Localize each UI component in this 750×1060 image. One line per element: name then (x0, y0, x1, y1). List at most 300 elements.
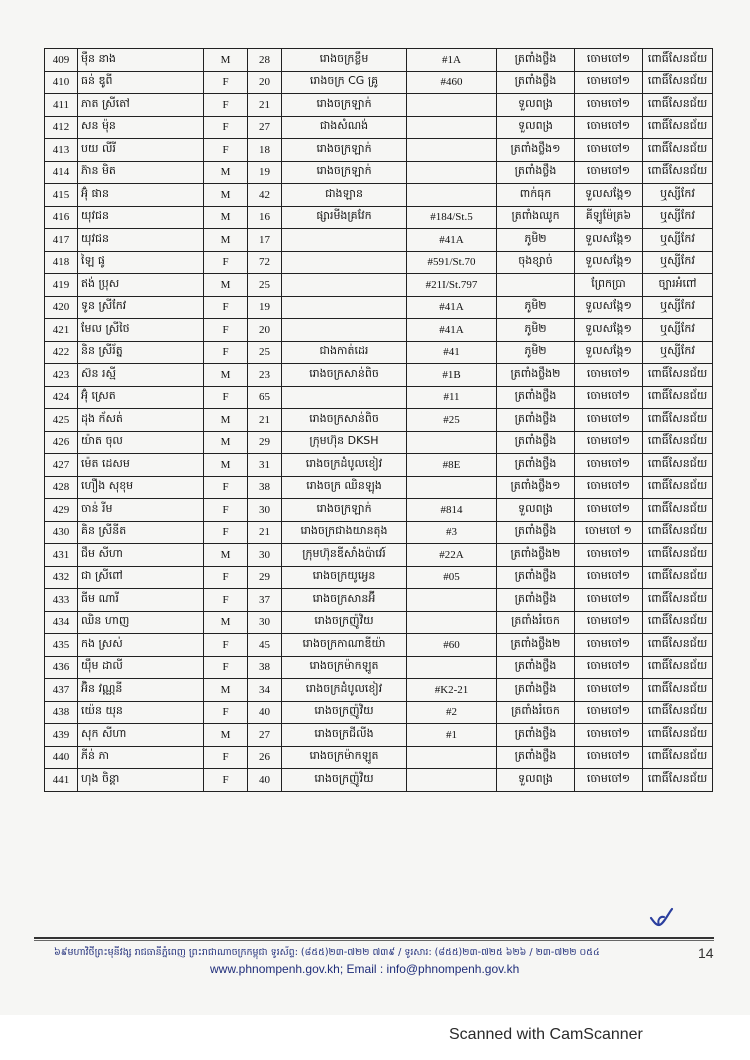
cell-house-number: #1 (407, 724, 497, 747)
cell-workplace: រោងចក្រសានអ៊ី (282, 589, 407, 612)
cell-sex: F (204, 296, 248, 319)
cell-house-number: #8E (407, 454, 497, 477)
table-row (45, 184, 713, 207)
cell-person-name: គិន ស្រីនីត (78, 521, 204, 544)
cell-village: ទួលពង្រ (497, 769, 575, 792)
cell-age: 40 (248, 769, 282, 792)
cell-sangkat: ចោមចៅ១ (575, 746, 643, 769)
cell-village: ភូមិ២ (497, 229, 575, 252)
cell-sex: F (204, 521, 248, 544)
cell-khan: ពោធិ៍សែនជ័យ (643, 521, 713, 544)
cell-row-number: 417 (45, 229, 78, 252)
cell-house-number: #41A (407, 296, 497, 319)
footer-divider-thin (34, 940, 714, 941)
cell-khan: ឬស្សីកែវ (643, 341, 713, 364)
cell-sangkat: ចោមចៅ១ (575, 611, 643, 634)
cell-village: ត្រពាំងថ្លឹង១ (497, 476, 575, 499)
cell-village: ត្រពាំងថ្លឹង២ (497, 364, 575, 387)
table-row (45, 769, 713, 792)
cell-village: ត្រពាំងថ្លឹង (497, 746, 575, 769)
cell-age: 40 (248, 701, 282, 724)
table-row (45, 746, 713, 769)
cell-age: 45 (248, 634, 282, 657)
cell-row-number: 411 (45, 94, 78, 117)
cell-village: ត្រពាំងឈូក (497, 206, 575, 229)
cell-age: 65 (248, 386, 282, 409)
cell-workplace: រោងចក្រញ៉ូវិយ (282, 769, 407, 792)
cell-village: ត្រពាំងថ្លឹង (497, 161, 575, 184)
cell-sangkat: ចោមចៅ១ (575, 476, 643, 499)
cell-age: 20 (248, 319, 282, 342)
cell-row-number: 425 (45, 409, 78, 432)
table-row (45, 116, 713, 139)
cell-sex: M (204, 206, 248, 229)
cell-age: 27 (248, 116, 282, 139)
cell-age: 26 (248, 746, 282, 769)
cell-sex: F (204, 769, 248, 792)
cell-workplace: រោងចក្រដំបូលខៀវ (282, 454, 407, 477)
cell-row-number: 419 (45, 274, 78, 297)
cell-khan: ពោធិ៍សែនជ័យ (643, 566, 713, 589)
cell-row-number: 435 (45, 634, 78, 657)
cell-village: ភូមិ២ (497, 319, 575, 342)
cell-workplace (282, 386, 407, 409)
cell-row-number: 420 (45, 296, 78, 319)
cell-sangkat: ចោមចៅ១ (575, 364, 643, 387)
cell-sangkat: ចោមចៅ១ (575, 656, 643, 679)
cell-khan: ពោធិ៍សែនជ័យ (643, 386, 713, 409)
cell-khan: ពោធិ៍សែនជ័យ (643, 701, 713, 724)
cell-sangkat: ចោមចៅ១ (575, 139, 643, 162)
cell-person-name: ជឹម សីហា (78, 544, 204, 567)
cell-row-number: 431 (45, 544, 78, 567)
cell-sangkat: ចោមចៅ១ (575, 386, 643, 409)
cell-khan: ពោធិ៍សែនជ័យ (643, 589, 713, 612)
cell-person-name: ធីម ណារី (78, 589, 204, 612)
cell-age: 27 (248, 724, 282, 747)
cell-row-number: 421 (45, 319, 78, 342)
cell-person-name: យ៉េន យុន (78, 701, 204, 724)
cell-sex: M (204, 49, 248, 72)
cell-sex: F (204, 746, 248, 769)
cell-sangkat: ចោមចៅ១ (575, 454, 643, 477)
cell-village: ភូមិ២ (497, 341, 575, 364)
cell-khan: ពោធិ៍សែនជ័យ (643, 611, 713, 634)
cell-sex: F (204, 656, 248, 679)
cell-sex: M (204, 229, 248, 252)
cell-village: ត្រពាំងថ្លឹង (497, 409, 575, 432)
cell-age: 38 (248, 656, 282, 679)
cell-house-number: #184/St.5 (407, 206, 497, 229)
cell-sex: M (204, 454, 248, 477)
cell-sangkat: ចោមចៅ១ (575, 499, 643, 522)
cell-khan: ឬស្សីកែវ (643, 319, 713, 342)
cell-sex: F (204, 634, 248, 657)
cell-village: ត្រពាំងរំចេក (497, 611, 575, 634)
cell-khan: ពោធិ៍សែនជ័យ (643, 94, 713, 117)
cell-row-number: 439 (45, 724, 78, 747)
cell-sex: F (204, 139, 248, 162)
cell-khan: ឬស្សីកែវ (643, 229, 713, 252)
cell-sex: M (204, 161, 248, 184)
cell-person-name: ម៉ឺន នាង (78, 49, 204, 72)
footer-website-email: www.phnompenh.gov.kh; Email : info@phnompenh.gov.kh (210, 962, 520, 976)
cell-house-number: #K2-21 (407, 679, 497, 702)
cell-house-number: #41A (407, 319, 497, 342)
footer-divider (34, 937, 714, 939)
cell-age: 23 (248, 364, 282, 387)
cell-house-number (407, 139, 497, 162)
cell-sex: F (204, 566, 248, 589)
cell-khan: ពោធិ៍សែនជ័យ (643, 746, 713, 769)
cell-village: ត្រពាំងថ្លឹង១ (497, 139, 575, 162)
cell-age: 29 (248, 431, 282, 454)
cell-house-number (407, 656, 497, 679)
cell-khan: ពោធិ៍សែនជ័យ (643, 499, 713, 522)
cell-person-name: ស៊ន រស្មី (78, 364, 204, 387)
cell-person-name: បយ លីរី (78, 139, 204, 162)
cell-house-number: #60 (407, 634, 497, 657)
cell-person-name: សន ម៉ុន (78, 116, 204, 139)
cell-house-number: #11 (407, 386, 497, 409)
cell-age: 30 (248, 611, 282, 634)
table-row (45, 161, 713, 184)
cell-workplace (282, 251, 407, 274)
cell-khan: ឬស្សីកែវ (643, 206, 713, 229)
cell-workplace: ជាងឡាន (282, 184, 407, 207)
cell-row-number: 438 (45, 701, 78, 724)
cell-row-number: 427 (45, 454, 78, 477)
cell-row-number: 413 (45, 139, 78, 162)
cell-khan: ឬស្សីកែវ (643, 184, 713, 207)
cell-age: 30 (248, 544, 282, 567)
cell-person-name: ចាន់ រីម (78, 499, 204, 522)
cell-house-number (407, 589, 497, 612)
cell-person-name: យុវជន (78, 206, 204, 229)
cell-sex: F (204, 94, 248, 117)
table-row (45, 49, 713, 72)
cell-age: 21 (248, 94, 282, 117)
cell-village: ត្រពាំងថ្លឹង (497, 724, 575, 747)
cell-person-name: កង ស្រស់ (78, 634, 204, 657)
cell-village: ត្រពាំងថ្លឹង២ (497, 634, 575, 657)
cell-khan: ពោធិ៍សែនជ័យ (643, 476, 713, 499)
table-row (45, 701, 713, 724)
cell-sangkat: ចោមចៅ១ (575, 49, 643, 72)
cell-person-name: ហុង ចិន្តា (78, 769, 204, 792)
cell-house-number: #25 (407, 409, 497, 432)
cell-sangkat: គីឡូម៉ែត្រ៦ (575, 206, 643, 229)
cell-row-number: 441 (45, 769, 78, 792)
cell-house-number (407, 746, 497, 769)
cell-sangkat: ទួលសង្កែ១ (575, 341, 643, 364)
cell-sex: F (204, 589, 248, 612)
cell-row-number: 432 (45, 566, 78, 589)
cell-row-number: 412 (45, 116, 78, 139)
cell-village: ត្រពាំងថ្លឹង (497, 566, 575, 589)
cell-sangkat: ទួលសង្កែ១ (575, 184, 643, 207)
cell-workplace: រោងចក្រកាណាឌីយ៉ា (282, 634, 407, 657)
cell-house-number: #41A (407, 229, 497, 252)
cell-workplace: រោងចក្រម៉ាកឡូត (282, 746, 407, 769)
cell-khan: ពោធិ៍សែនជ័យ (643, 679, 713, 702)
cell-workplace: រោងចក្រសាន់ពិច (282, 409, 407, 432)
cell-workplace: រោងចក្រញ៉ូវិយ (282, 701, 407, 724)
cell-khan: ពោធិ៍សែនជ័យ (643, 161, 713, 184)
cell-person-name: ភ៊ាន មិត (78, 161, 204, 184)
cell-khan: ពោធិ៍សែនជ័យ (643, 656, 713, 679)
cell-sangkat: ព្រែកប្រា (575, 274, 643, 297)
cell-row-number: 440 (45, 746, 78, 769)
cell-age: 42 (248, 184, 282, 207)
cell-sangkat: ចោមចៅ១ (575, 701, 643, 724)
cell-house-number: #591/St.70 (407, 251, 497, 274)
cell-workplace (282, 319, 407, 342)
footer-address: ៦៩មហាវិថីព្រះមុនីវង្ស រាជធានីភ្នំពេញ ព្រះរាជាណាចក្រកម្ពុជា ទូរស័ព្ទ: (៨៥៥)២៣-៧២២ ៧៣៩ / ទូរសារ: (៨៥៥)២៣-៧២៥ ៦២៦ / ២៣-៧២២ ០៥៤ (54, 947, 600, 958)
cell-khan: ពោធិ៍សែនជ័យ (643, 724, 713, 747)
table-row (45, 206, 713, 229)
cell-person-name: ហឿង សុខុម (78, 476, 204, 499)
cell-sangkat: ចោមចៅ១ (575, 544, 643, 567)
cell-village: ចុងខ្សាច់ (497, 251, 575, 274)
table-row (45, 521, 713, 544)
cell-house-number: #814 (407, 499, 497, 522)
cell-khan: ពោធិ៍សែនជ័យ (643, 769, 713, 792)
cell-workplace (282, 296, 407, 319)
cell-village: ត្រពាំងថ្លឹង (497, 49, 575, 72)
cell-sex: M (204, 544, 248, 567)
cell-age: 28 (248, 49, 282, 72)
cell-age: 16 (248, 206, 282, 229)
cell-village: ត្រពាំងថ្លឹង២ (497, 544, 575, 567)
cell-age: 30 (248, 499, 282, 522)
cell-workplace (282, 274, 407, 297)
cell-khan: ច្បារអំពៅ (643, 274, 713, 297)
cell-workplace: រោងចក្រជីលីង (282, 724, 407, 747)
cell-age: 72 (248, 251, 282, 274)
table-row (45, 139, 713, 162)
cell-row-number: 418 (45, 251, 78, 274)
cell-sex: M (204, 724, 248, 747)
cell-khan: ឬស្សីកែវ (643, 251, 713, 274)
cell-house-number: #1A (407, 49, 497, 72)
cell-sex: F (204, 319, 248, 342)
table-row (45, 386, 713, 409)
cell-person-name: និន ស្រីរ័ត្ន (78, 341, 204, 364)
cell-village: ពាក់ធុក (497, 184, 575, 207)
cell-person-name: ទូន ស្រីកែវ (78, 296, 204, 319)
cell-sangkat: ចោមចៅ១ (575, 769, 643, 792)
cell-age: 18 (248, 139, 282, 162)
cell-khan: ពោធិ៍សែនជ័យ (643, 49, 713, 72)
table-row (45, 679, 713, 702)
cell-age: 21 (248, 409, 282, 432)
cell-person-name: ឥង់ ប្រុស (78, 274, 204, 297)
cell-village: ត្រពាំងថ្លឹង (497, 521, 575, 544)
cell-workplace: រោងចក្រម៉ាកឡូត (282, 656, 407, 679)
cell-village: ត្រពាំងថ្លឹង (497, 589, 575, 612)
cell-sex: F (204, 476, 248, 499)
cell-khan: ឬស្សីកែវ (643, 296, 713, 319)
cell-khan: ពោធិ៍សែនជ័យ (643, 139, 713, 162)
cell-age: 20 (248, 71, 282, 94)
cell-row-number: 410 (45, 71, 78, 94)
cell-person-name: ជា ស្រីពៅ (78, 566, 204, 589)
table-row (45, 251, 713, 274)
cell-workplace (282, 229, 407, 252)
cell-village: ទួលពង្រ (497, 94, 575, 117)
page-number: 14 (698, 945, 714, 961)
cell-age: 25 (248, 274, 282, 297)
cell-house-number (407, 161, 497, 184)
cell-age: 37 (248, 589, 282, 612)
cell-khan: ពោធិ៍សែនជ័យ (643, 71, 713, 94)
table-row (45, 71, 713, 94)
cell-row-number: 422 (45, 341, 78, 364)
cell-age: 19 (248, 161, 282, 184)
cell-sangkat: ចោមចៅ១ (575, 161, 643, 184)
cell-age: 34 (248, 679, 282, 702)
cell-house-number: #460 (407, 71, 497, 94)
cell-row-number: 415 (45, 184, 78, 207)
table-row (45, 431, 713, 454)
cell-house-number (407, 431, 497, 454)
table-row (45, 454, 713, 477)
cell-sex: F (204, 71, 248, 94)
cell-house-number (407, 94, 497, 117)
cell-sex: F (204, 116, 248, 139)
cell-row-number: 426 (45, 431, 78, 454)
cell-sangkat: ទួលសង្កែ១ (575, 319, 643, 342)
cell-person-name: យុវជន (78, 229, 204, 252)
cell-sangkat: ចោមចៅ១ (575, 589, 643, 612)
cell-age: 19 (248, 296, 282, 319)
cell-sex: M (204, 409, 248, 432)
cell-sex: F (204, 341, 248, 364)
cell-person-name: អ៊ិន វណ្ណនី (78, 679, 204, 702)
cell-village: ទួលពង្រ (497, 499, 575, 522)
cell-khan: ពោធិ៍សែនជ័យ (643, 454, 713, 477)
cell-sex: M (204, 611, 248, 634)
cell-khan: ពោធិ៍សែនជ័យ (643, 364, 713, 387)
cell-workplace: ជាងកាត់ដេរ (282, 341, 407, 364)
cell-row-number: 416 (45, 206, 78, 229)
table-row (45, 656, 713, 679)
cell-khan: ពោធិ៍សែនជ័យ (643, 409, 713, 432)
roster-body (45, 49, 713, 792)
cell-house-number: #22A (407, 544, 497, 567)
cell-khan: ពោធិ៍សែនជ័យ (643, 544, 713, 567)
cell-sangkat: ទួលសង្កែ១ (575, 251, 643, 274)
cell-age: 17 (248, 229, 282, 252)
cell-row-number: 437 (45, 679, 78, 702)
cell-workplace: រោងចក្រ ឈិនឡុង (282, 476, 407, 499)
table-row (45, 229, 713, 252)
cell-house-number (407, 116, 497, 139)
cell-workplace: ក្រុមហ៊ុន DKSH (282, 431, 407, 454)
cell-person-name: ម៉េត ដេសម (78, 454, 204, 477)
cell-person-name: អ៊ុំ ផាន (78, 184, 204, 207)
cell-village: ភូមិ២ (497, 296, 575, 319)
cell-sangkat: ចោមចៅ១ (575, 566, 643, 589)
cell-workplace: ក្រុមហ៊ុនឌីសាំងប៉ាវេរ៍ (282, 544, 407, 567)
cell-person-name: ធន់ ឌូពី (78, 71, 204, 94)
table-row (45, 544, 713, 567)
cell-village: ត្រពាំងថ្លឹង (497, 71, 575, 94)
cell-khan: ពោធិ៍សែនជ័យ (643, 431, 713, 454)
cell-sex: F (204, 701, 248, 724)
cell-workplace: រោងចក្រដំបូលខៀវ (282, 679, 407, 702)
cell-row-number: 433 (45, 589, 78, 612)
cell-khan: ពោធិ៍សែនជ័យ (643, 116, 713, 139)
cell-workplace: រោងចក្រយូអ្វេន (282, 566, 407, 589)
table-row (45, 589, 713, 612)
table-row (45, 634, 713, 657)
cell-house-number: #2 (407, 701, 497, 724)
cell-sangkat: ទួលសង្កែ១ (575, 296, 643, 319)
cell-village: ត្រពាំងថ្លឹង (497, 679, 575, 702)
cell-sex: M (204, 431, 248, 454)
cell-row-number: 430 (45, 521, 78, 544)
cell-age: 38 (248, 476, 282, 499)
cell-row-number: 414 (45, 161, 78, 184)
camscanner-watermark: Scanned with CamScanner (449, 1026, 643, 1043)
cell-person-name: មែល ស្រីថៃ (78, 319, 204, 342)
cell-sex: F (204, 251, 248, 274)
cell-sex: F (204, 499, 248, 522)
cell-person-name: យ៉ឹម ដាលី (78, 656, 204, 679)
table-row (45, 611, 713, 634)
cell-workplace: រោងចក្រឡាក់ (282, 161, 407, 184)
cell-khan: ពោធិ៍សែនជ័យ (643, 634, 713, 657)
cell-sex: M (204, 364, 248, 387)
cell-sangkat: ចោមចៅ១ (575, 116, 643, 139)
cell-sex: M (204, 184, 248, 207)
table-row (45, 296, 713, 319)
cell-workplace: ផ្សារមីងគ្រវែក (282, 206, 407, 229)
cell-row-number: 423 (45, 364, 78, 387)
cell-house-number: #05 (407, 566, 497, 589)
cell-village: ទួលពង្រ (497, 116, 575, 139)
cell-person-name: យ៉ាត ចុល (78, 431, 204, 454)
cell-sangkat: ចោមចៅ១ (575, 409, 643, 432)
table-row (45, 274, 713, 297)
cell-workplace: រោងចក្រឡាក់ (282, 94, 407, 117)
cell-age: 29 (248, 566, 282, 589)
cell-house-number: #21I/St.797 (407, 274, 497, 297)
table-row (45, 364, 713, 387)
table-row (45, 409, 713, 432)
cell-village (497, 274, 575, 297)
cell-house-number (407, 476, 497, 499)
cell-row-number: 409 (45, 49, 78, 72)
cell-sangkat: ចោមចៅ១ (575, 634, 643, 657)
cell-person-name: អ៊ុំ ស្រេត (78, 386, 204, 409)
cell-house-number: #41 (407, 341, 497, 364)
cell-house-number (407, 769, 497, 792)
cell-workplace: រោងចក្រញ៉ូវិយ (282, 611, 407, 634)
cell-sangkat: ចោមចៅ ១ (575, 521, 643, 544)
cell-person-name: ភាត ស្រីតៅ (78, 94, 204, 117)
cell-workplace: រោងចក្រឡាក់ (282, 499, 407, 522)
cell-house-number: #3 (407, 521, 497, 544)
cell-village: ត្រពាំងថ្លឹង (497, 656, 575, 679)
cell-person-name: ដុង ក័សត់ (78, 409, 204, 432)
cell-village: ត្រពាំងថ្លឹង (497, 386, 575, 409)
cell-row-number: 434 (45, 611, 78, 634)
cell-workplace: រោងចក្រខ្លឹម (282, 49, 407, 72)
table-row (45, 341, 713, 364)
